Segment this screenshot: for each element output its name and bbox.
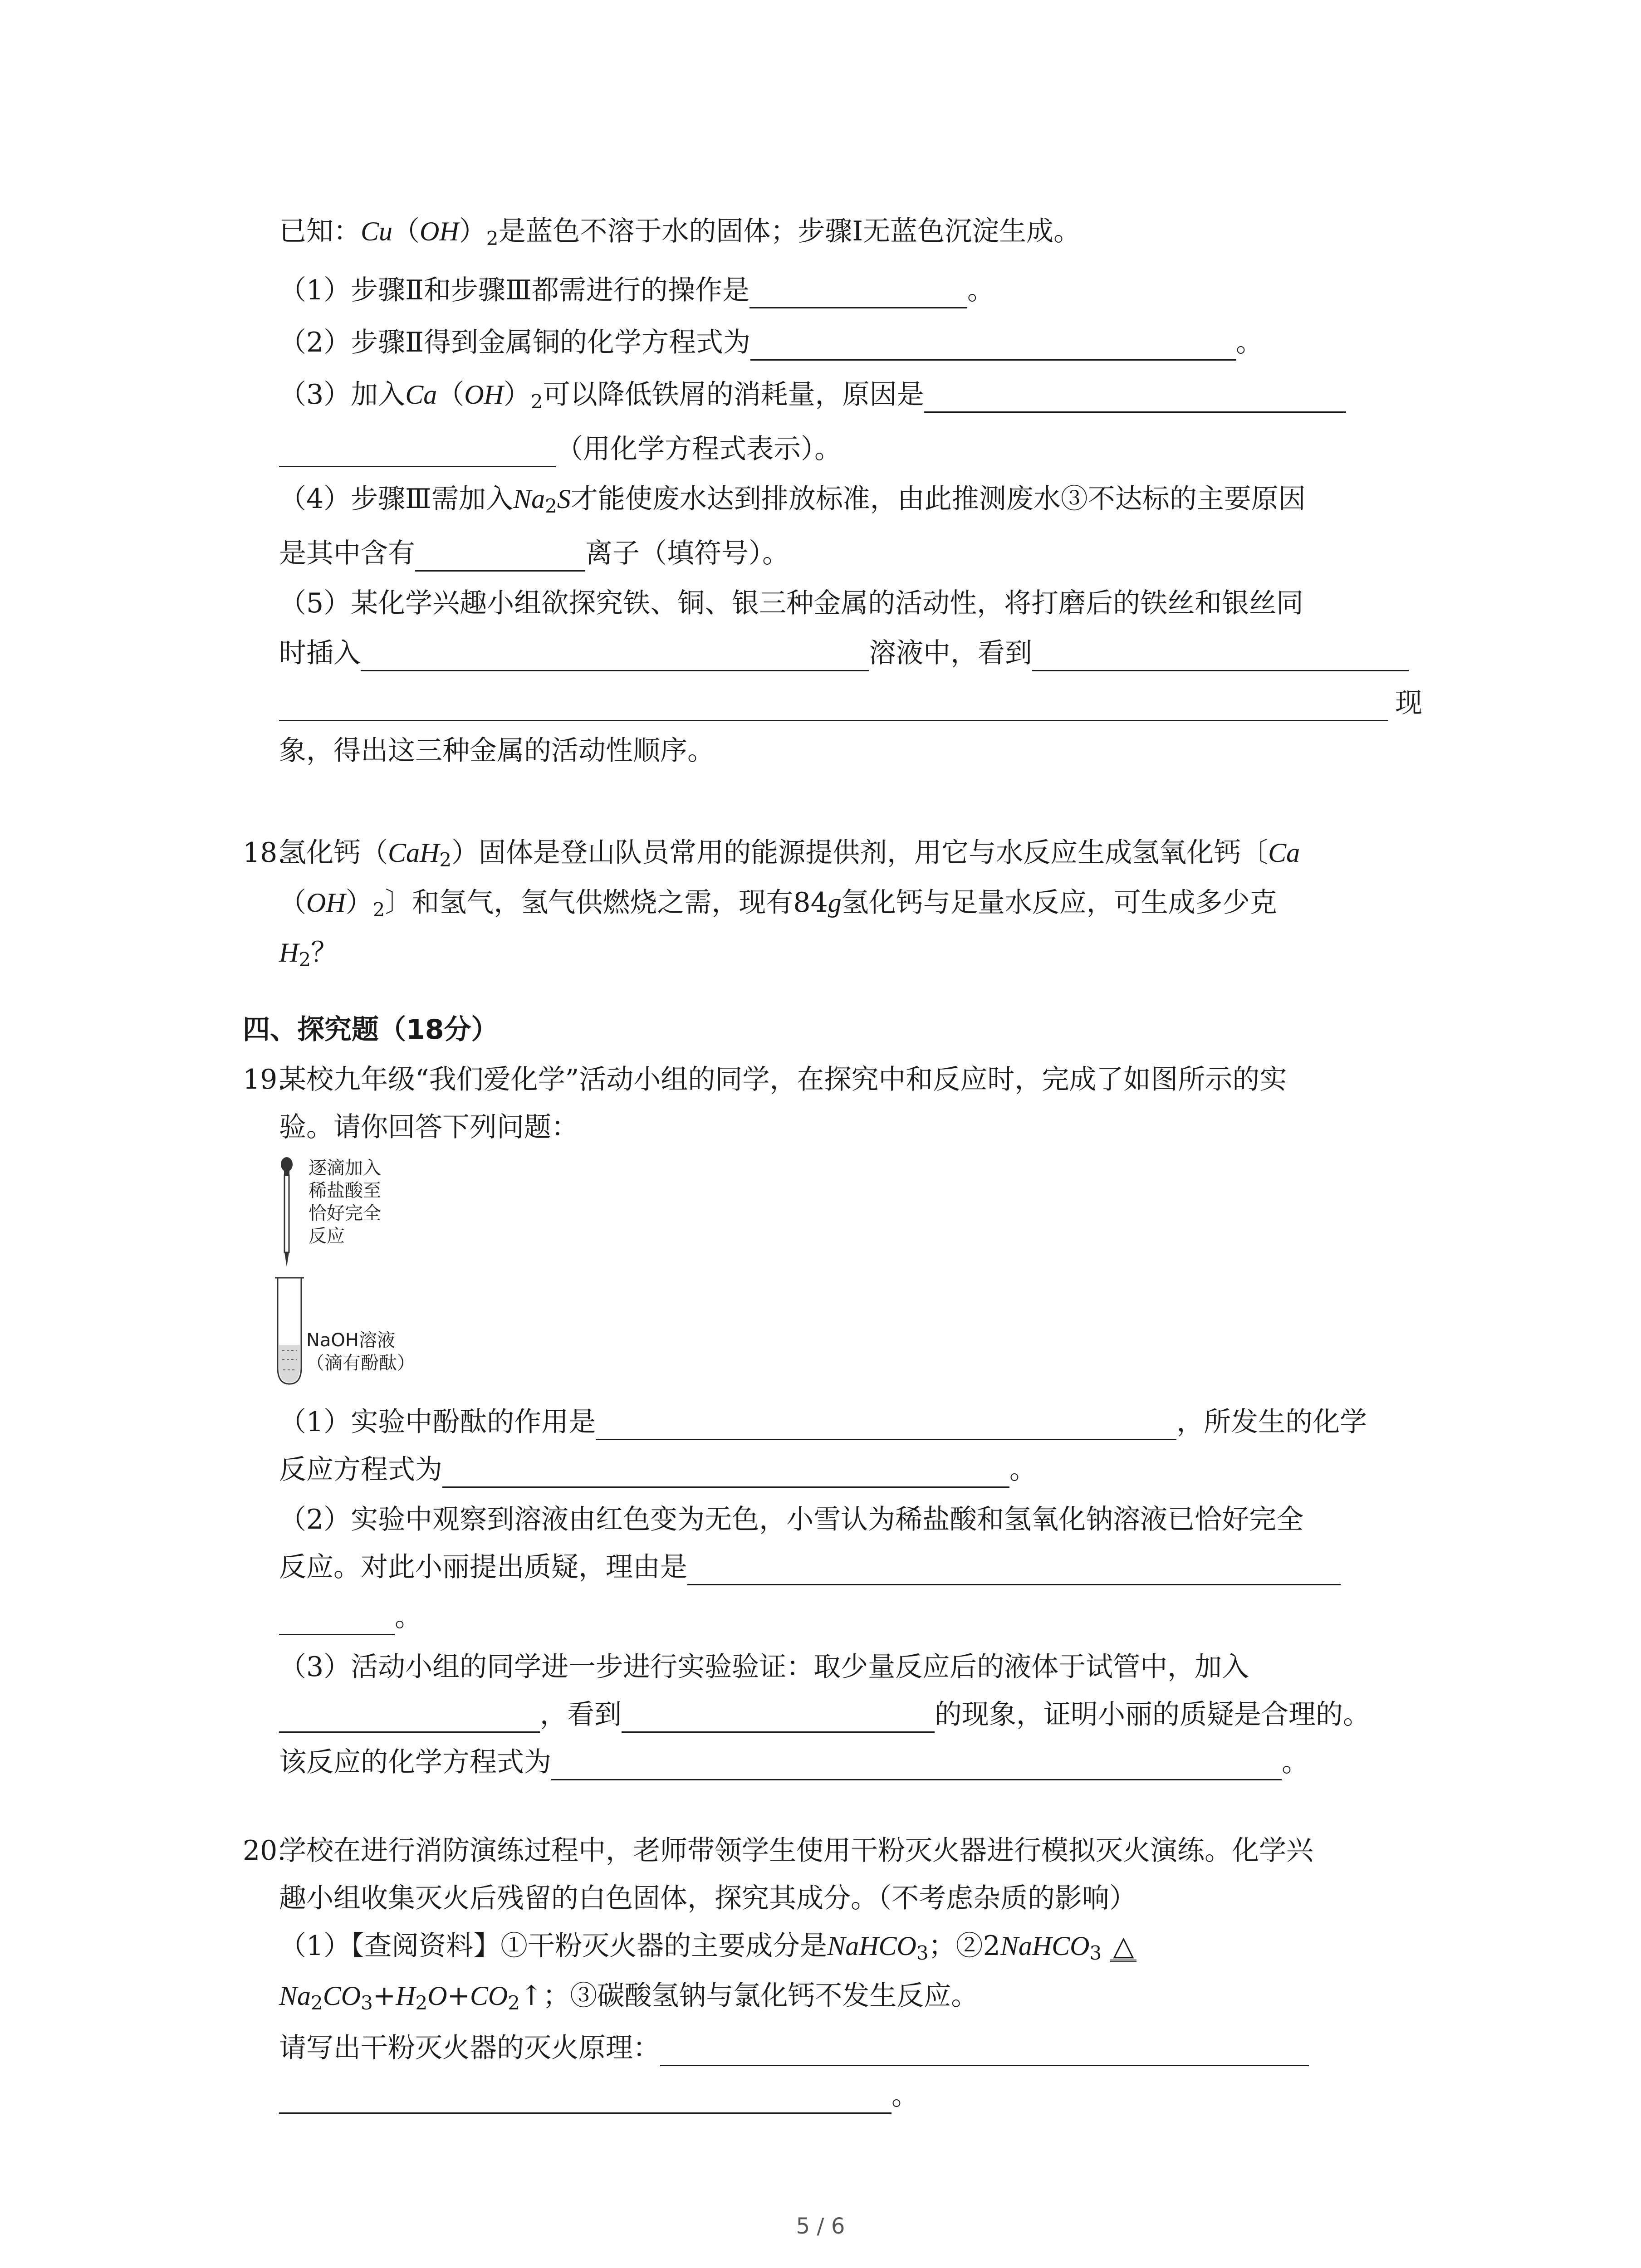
q20-number: 20.: [243, 1835, 286, 1867]
q20-line2: 趣小组收集灭火后残留的白色固体，探究其成分。（不考虑杂质的影响）: [279, 1882, 1136, 1914]
q19-p3-line2: ，看到 的现象，证明小丽的质疑是合理的。: [279, 1696, 1370, 1733]
answer-blank[interactable]: [279, 2086, 892, 2114]
q19-p3: （3）活动小组的同学进一步进行实验验证：取少量反应后的液体于试管中，加入: [279, 1651, 1249, 1683]
q17-p3-line2: （用化学方程式表示）。: [279, 431, 842, 467]
q19-line2: 验。请你回答下列问题：: [279, 1111, 578, 1143]
q17-p5-line3: 现: [1395, 687, 1422, 719]
q19-p3-line3: 该反应的化学方程式为 。: [279, 1744, 1309, 1780]
q19-p2: （2）实验中观察到溶液由红色变为无色，小雪认为稀盐酸和氢氧化钠溶液已恰好完全: [279, 1504, 1304, 1535]
answer-blank[interactable]: [415, 544, 585, 572]
answer-blank[interactable]: [687, 1558, 1341, 1585]
q17-p5-line2: 时插入 溶液中，看到: [279, 635, 1409, 671]
test-tube-icon: [275, 1278, 304, 1384]
dropper-label: 逐滴加入 稀盐酸至 恰好完全 反应: [309, 1158, 381, 1246]
answer-blank[interactable]: [279, 720, 1388, 721]
answer-blank[interactable]: [279, 440, 556, 467]
q20-p2-line2: 。: [279, 2077, 919, 2114]
q18-line3: $H_2$？: [279, 937, 338, 971]
q19-number: 19.: [243, 1064, 286, 1095]
q17-p5-line4: 象，得出这三种金属的活动性顺序。: [279, 735, 715, 767]
q19-p2-line2: 反应。对此小丽提出质疑，理由是: [279, 1549, 1341, 1585]
answer-blank[interactable]: [442, 1460, 1009, 1488]
page-number: 5 / 6: [796, 2214, 845, 2239]
answer-blank[interactable]: [361, 644, 869, 671]
answer-blank[interactable]: [551, 1753, 1282, 1780]
q19-line1: 某校九年级“我们爱化学”活动小组的同学，在探究中和反应时，完成了如图所示的实: [279, 1064, 1287, 1095]
q18-line2: $(OH)_2$〕和氢气，氢气供燃烧之需，现有84g氢化钙与足量水反应，可生成多少克: [279, 887, 1277, 921]
answer-blank[interactable]: [924, 385, 1346, 413]
q17-p4-line2: 是其中含有 离子（填符号）。: [279, 535, 789, 572]
answer-blank[interactable]: [279, 1705, 540, 1733]
q20-p2: 请写出干粉灭火器的灭火原理：: [279, 2030, 1309, 2066]
section-title: 四、探究题（18分）: [243, 1014, 499, 1046]
answer-blank[interactable]: [660, 2038, 1309, 2066]
answer-blank[interactable]: [279, 1608, 395, 1635]
q20-line1: 学校在进行消防演练过程中，老师带领学生使用干粉灭火器进行模拟灭火演练。化学兴: [279, 1835, 1313, 1867]
dropper-icon: [281, 1157, 293, 1267]
answer-blank[interactable]: [596, 1413, 1176, 1440]
answer-blank[interactable]: [1032, 644, 1409, 671]
q19-p1-line2: 反应方程式为 。: [279, 1452, 1037, 1488]
q18-line1: 氢化钙（CaH$_2$）固体是登山队员常用的能源提供剂，用它与水反应生成氢氧化钙〔Ca: [279, 837, 1300, 871]
heat-symbol: △: [1110, 1932, 1136, 1962]
q17-p2: （2）步骤Ⅱ得到金属铜的化学方程式为 。: [279, 324, 1263, 361]
q18-number: 18.: [243, 837, 286, 869]
answer-blank[interactable]: [749, 281, 967, 308]
tube-label: NaOH溶液 （滴有酚酞）: [306, 1330, 415, 1374]
q17-p3: （3）加入$Ca(OH)_2$可以降低铁屑的消耗量，原因是: [279, 376, 1346, 413]
q19-p2-line3: 。: [279, 1599, 422, 1635]
q17-p5: （5）某化学兴趣小组欲探究铁、铜、银三种金属的活动性，将打磨后的铁丝和银丝同: [279, 587, 1304, 619]
answer-blank[interactable]: [622, 1705, 935, 1733]
q17-known: 已知：$Cu(OH)_2$是蓝色不溶于水的固体；步骤Ⅰ无蓝色沉淀生成。: [279, 215, 1081, 249]
q17-p1: （1）步骤Ⅱ和步骤Ⅲ都需进行的操作是 。: [279, 272, 994, 308]
q20-p1: （1）【查阅资料】①干粉灭火器的主要成分是NaHCO$_3$；②2NaHCO$_3$ △: [279, 1928, 1136, 1964]
q17-p4: （4）步骤Ⅲ需加入$Na_2S$才能使废水达到排放标准，由此推测废水③不达标的主要原因: [279, 483, 1306, 517]
q19-p1: （1）实验中酚酞的作用是 ，所发生的化学: [279, 1404, 1367, 1440]
answer-blank[interactable]: [750, 333, 1236, 361]
q20-p1-line2: $Na_2CO_3+H_2O+CO_2↑$；③碳酸氢钠与氯化钙不发生反应。: [279, 1980, 979, 2014]
